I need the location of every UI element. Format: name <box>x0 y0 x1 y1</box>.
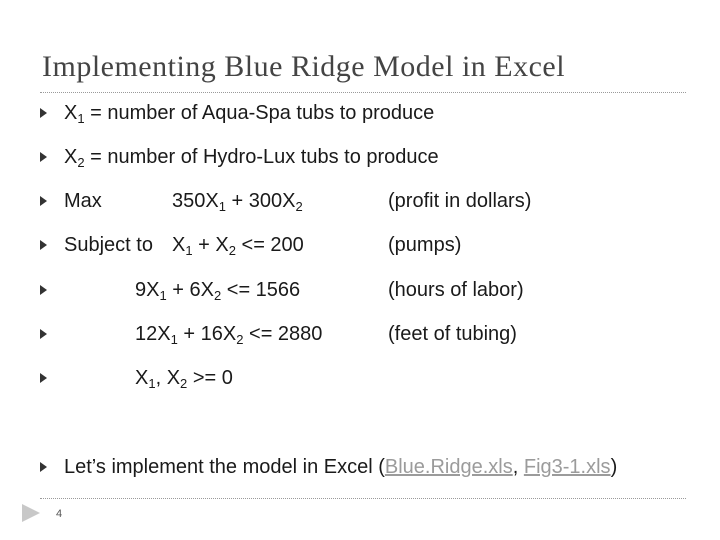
constraint-nonnegativity <box>135 367 233 391</box>
footer-divider <box>40 498 686 499</box>
bullet-arrow-icon <box>40 285 47 295</box>
constraint-label: Subject to <box>64 234 153 256</box>
rhs: <= 2880 <box>243 323 323 345</box>
slide-title: Implementing Blue Ridge Model in Excel <box>42 50 566 83</box>
page-marker-icon <box>22 504 40 522</box>
subscript: 2 <box>295 199 303 214</box>
fig3-1-xls-link[interactable]: Fig3-1.xls <box>523 456 611 478</box>
subscript: 1 <box>148 376 156 391</box>
subscript: 2 <box>228 243 236 258</box>
definition-x1 <box>64 102 435 126</box>
separator: , <box>512 456 524 478</box>
definition-text: = number of Hydro-Lux tubs to produce <box>84 146 439 168</box>
term: X <box>135 367 149 389</box>
constraint-labor <box>135 279 301 303</box>
term: 12X <box>135 323 171 345</box>
variable: X <box>64 102 78 124</box>
closing-paren: ) <box>610 456 618 478</box>
objective-function <box>172 190 303 214</box>
variable: X <box>64 146 78 168</box>
constraint-note: (feet of tubing) <box>388 323 517 345</box>
bullet-arrow-icon <box>40 462 47 472</box>
page-number: 4 <box>56 508 63 520</box>
implement-line <box>64 457 617 477</box>
subscript: 1 <box>218 199 226 214</box>
implement-text: Let’s implement the model in Excel ( <box>64 456 385 478</box>
term: 9X <box>135 279 160 301</box>
subscript: 1 <box>77 111 85 126</box>
objective-label: Max <box>64 190 102 212</box>
subscript: 2 <box>236 332 244 347</box>
constraint-note: (hours of labor) <box>388 279 524 301</box>
subscript: 1 <box>159 288 167 303</box>
title-divider <box>40 92 686 93</box>
subscript: 1 <box>185 243 193 258</box>
subscript: 2 <box>180 376 188 391</box>
bullet-arrow-icon <box>40 108 47 118</box>
constraint-note: (pumps) <box>388 234 462 256</box>
subscript: 2 <box>77 155 85 170</box>
term: + 300X <box>225 190 296 212</box>
term: 350X <box>172 190 219 212</box>
term: + X <box>192 234 229 256</box>
term: X <box>172 234 186 256</box>
rhs: >= 0 <box>187 367 233 389</box>
constraint-pumps <box>172 234 304 258</box>
subscript: 1 <box>170 332 178 347</box>
bullet-arrow-icon <box>40 240 47 250</box>
constraint-tubing <box>135 323 323 347</box>
term: + 6X <box>166 279 214 301</box>
definition-x2 <box>64 146 439 170</box>
bullet-arrow-icon <box>40 152 47 162</box>
rhs: <= 1566 <box>221 279 301 301</box>
term: + 16X <box>177 323 237 345</box>
blue-ridge-xls-link[interactable]: Blue.Ridge.xls <box>384 456 513 478</box>
rhs: <= 200 <box>235 234 304 256</box>
bullet-arrow-icon <box>40 373 47 383</box>
bullet-arrow-icon <box>40 329 47 339</box>
bullet-arrow-icon <box>40 196 47 206</box>
subscript: 2 <box>213 288 222 303</box>
definition-text: = number of Aqua-Spa tubs to produce <box>84 102 435 124</box>
term: , X <box>155 367 181 389</box>
objective-note: (profit in dollars) <box>388 190 532 212</box>
